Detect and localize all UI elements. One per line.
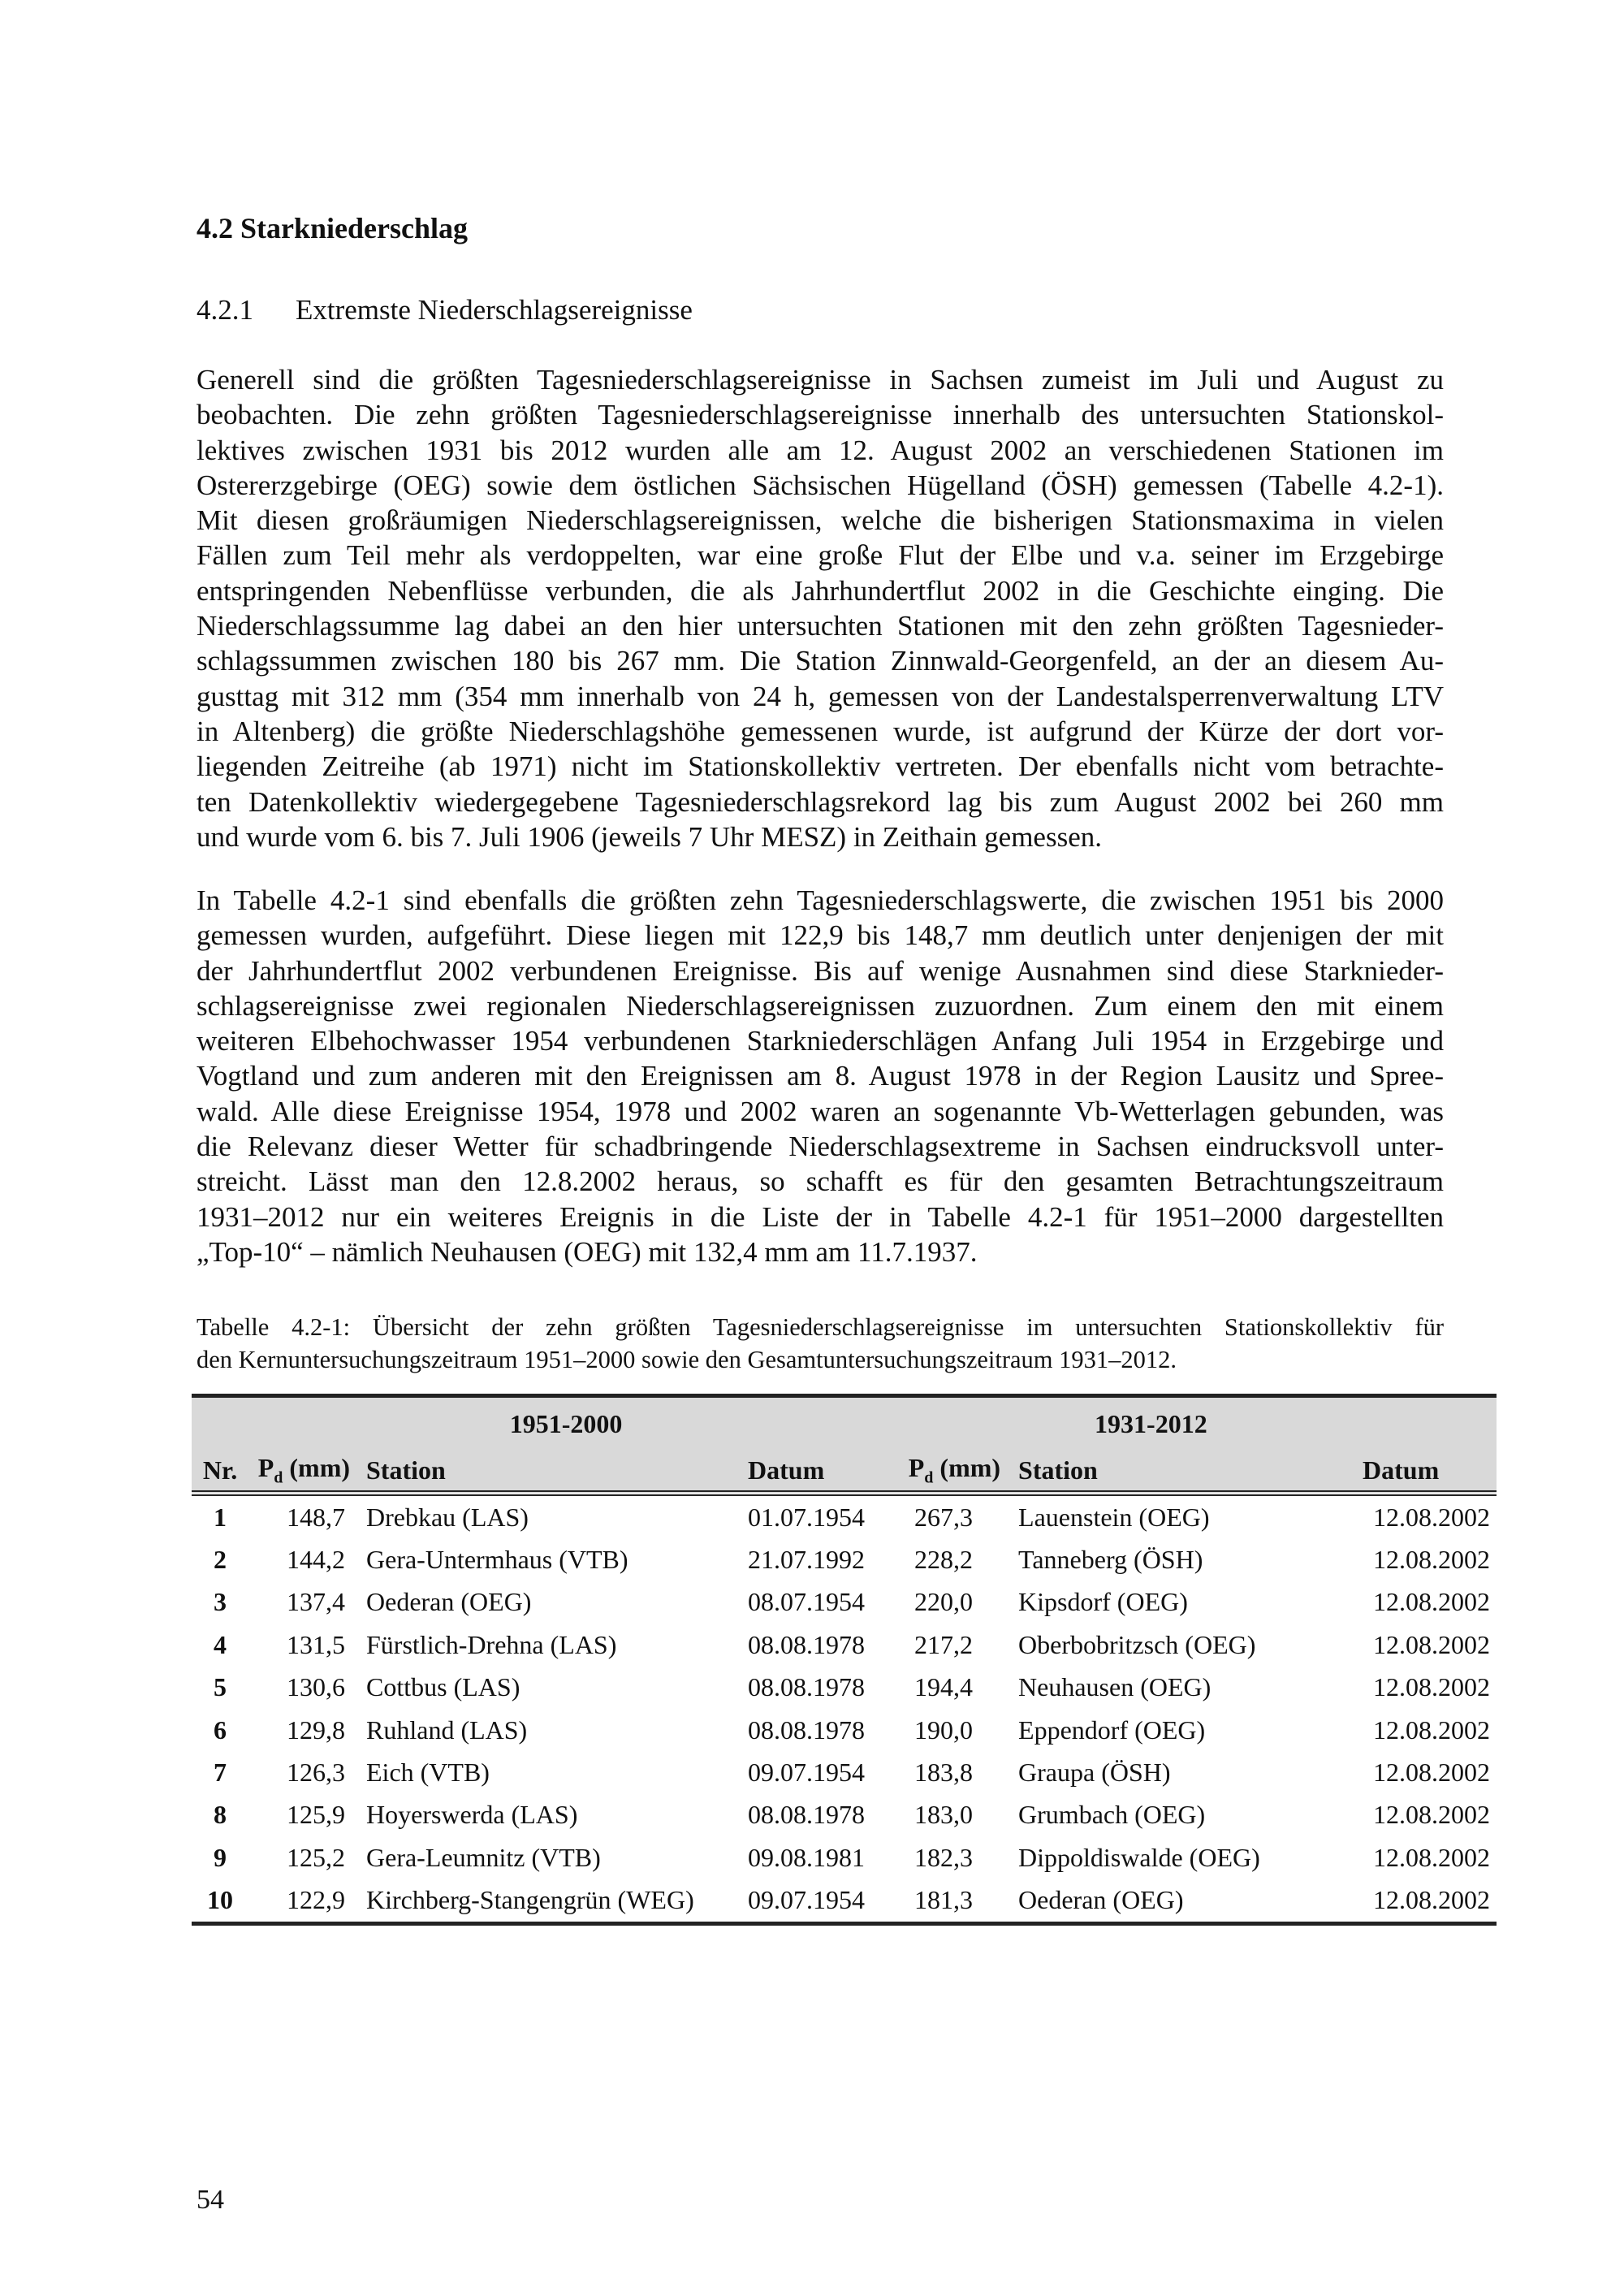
precip-1931-2012: 267,3	[914, 1502, 974, 1532]
station-1931-2012: Oederan (OEG)	[1005, 1879, 1346, 1924]
precip-1931-2012: 228,2	[914, 1545, 974, 1575]
row-number: 8	[214, 1800, 227, 1830]
row-number: 2	[214, 1545, 227, 1575]
date-1951-2000: 08.07.1954	[748, 1587, 865, 1617]
station-1951-2000: Gera-Leumnitz (VTB)	[366, 1842, 601, 1872]
text-line: „Top-10“ – nämlich Neuhausen (OEG) mit 132,4 mm am 11.7.1937.	[197, 1235, 978, 1268]
row-number: 9	[214, 1842, 227, 1872]
table-row	[192, 1751, 1497, 1793]
station-1931-2012: Graupa (ÖSH)	[1018, 1758, 1171, 1788]
station-1951-2000: Gera-Untermhaus (VTB)	[366, 1545, 628, 1575]
station-1951-2000: Hoyerswerda (LAS)	[366, 1800, 578, 1830]
header-station: Station	[350, 1450, 740, 1494]
page-number: 54	[197, 2185, 224, 2215]
header-station-2: Station	[1005, 1450, 1346, 1494]
station-1931-2012: Grumbach (OEG)	[1018, 1800, 1206, 1830]
text-line: der Jahrhundertflut 2002 verbundenen Ereignisse. Bis auf wenige Ausnahmen sind diese Starknieder-	[197, 954, 1444, 987]
date-1951-2000: 09.07.1954	[740, 1879, 883, 1924]
header-pd-2: $P_d$ (mm)	[883, 1450, 1005, 1494]
precip-1951-2000: 126,3	[287, 1758, 345, 1788]
station-1931-2012: Kipsdorf (OEG)	[1018, 1587, 1188, 1617]
text-line: lektives zwischen 1931 bis 2012 wurden alle am 12. August 2002 an verschiedenen Stationen im	[197, 434, 1444, 466]
precip-1951-2000: 129,8	[287, 1714, 345, 1745]
text-line: streicht. Lässt man den 12.8.2002 heraus, so schafft es für den gesamten Betrachtungszeitraum	[197, 1165, 1444, 1198]
station-1951-2000: Kirchberg-Stangengrün (WEG)	[350, 1879, 740, 1924]
date-1951-2000: 09.07.1954	[748, 1758, 865, 1788]
precip-1951-2000: 125,9	[287, 1800, 345, 1830]
date-1951-2000: 08.08.1978	[748, 1629, 865, 1659]
row-number: 6	[214, 1714, 227, 1745]
table-row	[192, 1836, 1497, 1879]
precip-1951-2000: 137,4	[287, 1587, 345, 1617]
station-1931-2012: Eppendorf (OEG)	[1018, 1714, 1206, 1745]
table-row	[192, 1794, 1497, 1836]
precip-1951-2000: 125,2	[287, 1842, 345, 1872]
text-line: In Tabelle 4.2-1 sind ebenfalls die größten zehn Tagesniederschlagswerte, die zwischen 1951 bis 2000	[197, 884, 1444, 916]
subsection-number: 4.2.1	[197, 294, 253, 326]
precip-1951-2000: 131,5	[287, 1629, 345, 1659]
precip-1931-2012: 182,3	[914, 1842, 974, 1872]
text-line: 1931–2012 nur ein weiteres Ereignis in die Liste der in Tabelle 4.2-1 für 1951–2000 dargestellten	[197, 1200, 1444, 1233]
date-1931-2012: 12.08.2002	[1373, 1842, 1491, 1872]
precip-1931-2012: 217,2	[914, 1629, 974, 1659]
row-number: 3	[214, 1587, 227, 1617]
row-number: 10	[192, 1879, 248, 1924]
station-1951-2000: Ruhland (LAS)	[366, 1714, 528, 1745]
text-line: beobachten. Die zehn größten Tagesniederschlagsereignisse innerhalb des untersuchten Stationskol-	[197, 399, 1444, 431]
text-line: Generell sind die größten Tagesniederschlagsereignisse in Sachsen zumeist im Juli und August zu	[197, 364, 1444, 396]
table-row	[192, 1538, 1497, 1580]
date-1951-2000: 09.08.1981	[748, 1842, 865, 1872]
station-1951-2000: Oederan (OEG)	[366, 1587, 532, 1617]
text-line: entspringenden Nebenflüsse verbunden, die als Jahrhundertflut 2002 in die Geschichte einging. Die	[197, 574, 1444, 607]
station-1931-2012: Oberbobritzsch (OEG)	[1018, 1629, 1256, 1659]
text-line: Vogtland und zum anderen mit den Ereignissen am 8. August 1978 in der Region Lausitz und Spree-	[197, 1060, 1444, 1092]
table-row	[192, 1879, 1497, 1924]
header-datum-2: Datum	[1346, 1450, 1497, 1494]
table-row	[192, 1494, 1497, 1539]
table-caption	[197, 1311, 1444, 1376]
row-number: 5	[214, 1672, 227, 1702]
precip-1951-2000: 148,7	[287, 1502, 345, 1532]
precip-1951-2000: 144,2	[287, 1545, 345, 1575]
header-pd: $P_d$ (mm)	[248, 1450, 350, 1494]
date-1931-2012: 12.08.2002	[1373, 1587, 1491, 1617]
section-heading: 4.2 Starkniederschlag	[197, 212, 469, 244]
table-period-row	[192, 1396, 1497, 1451]
text-line: wald. Alle diese Ereignisse 1954, 1978 und 2002 waren an sogenannte Vb-Wetterlagen gebunden, was	[197, 1095, 1444, 1127]
precip-1931-2012: 220,0	[914, 1587, 974, 1617]
text-line: gusttag mit 312 mm (354 mm innerhalb von 24 h, gemessen von der Landestalsperrenverwaltung LTV	[197, 680, 1444, 712]
paragraph-1	[197, 362, 1444, 854]
subsection-heading	[197, 294, 693, 326]
station-1931-2012: Lauenstein (OEG)	[1018, 1502, 1210, 1532]
station-1951-2000: Eich (VTB)	[366, 1758, 490, 1788]
precip-1931-2012: 194,4	[914, 1672, 974, 1702]
station-1951-2000: Fürstlich-Drehna (LAS)	[366, 1629, 617, 1659]
station-1951-2000: Cottbus (LAS)	[366, 1672, 520, 1702]
precip-1951-2000: 122,9	[248, 1879, 350, 1924]
station-1951-2000: Drebkau (LAS)	[366, 1502, 529, 1532]
table-row	[192, 1667, 1497, 1709]
caption-line: Tabelle 4.2-1: Übersicht der zehn größten Tagesniederschlagsereignisse im untersuchten Stationskollektiv für	[197, 1313, 1444, 1341]
row-number: 7	[214, 1758, 227, 1788]
text-line: Fällen zum Teil mehr als verdoppelten, war eine große Flut der Elbe und v.a. seiner im Erzgebirge	[197, 539, 1444, 572]
precip-1931-2012: 183,0	[914, 1800, 974, 1830]
table-row	[192, 1624, 1497, 1666]
text-line: schlagssummen zwischen 180 bis 267 mm. Die Station Zinnwald-Georgenfeld, an der an diesem Au-	[197, 645, 1444, 677]
precip-1931-2012: 183,8	[914, 1758, 974, 1788]
precip-1931-2012: 181,3	[883, 1879, 1005, 1924]
date-1931-2012: 12.08.2002	[1373, 1629, 1491, 1659]
precip-1931-2012: 190,0	[914, 1714, 974, 1745]
text-line: in Altenberg) die größte Niederschlagshöhe gemessenen wurde, ist aufgrund der Kürze der dort vor-	[197, 715, 1444, 747]
subsection-title: Extremste Niederschlagsereignisse	[296, 294, 693, 326]
period-1931-2012: 1931-2012	[1095, 1408, 1207, 1438]
date-1931-2012: 12.08.2002	[1373, 1800, 1491, 1830]
date-1951-2000: 08.08.1978	[748, 1714, 865, 1745]
text-line: Mit diesen großräumigen Niederschlagsereignissen, welche die bisherigen Stationsmaxima in vielen	[197, 504, 1444, 537]
precipitation-table	[192, 1394, 1497, 1926]
text-line: ten Datenkollektiv wiedergegebene Tagesniederschlagsrekord lag bis zum August 2002 bei 260 mm	[197, 785, 1444, 818]
header-nr: Nr.	[192, 1450, 248, 1494]
date-1931-2012: 12.08.2002	[1373, 1502, 1491, 1532]
table-row	[192, 1581, 1497, 1624]
text-line: gemessen wurden, aufgeführt. Diese liegen mit 122,9 bis 148,7 mm deutlich unter denjenigen der mit	[197, 919, 1444, 952]
precip-1951-2000: 130,6	[287, 1672, 345, 1702]
date-1931-2012: 12.08.2002	[1373, 1672, 1491, 1702]
date-1951-2000: 21.07.1992	[748, 1545, 865, 1575]
text-line: und wurde vom 6. bis 7. Juli 1906 (jeweils 7 Uhr MESZ) in Zeithain gemessen.	[197, 820, 1102, 853]
text-line: liegenden Zeitreihe (ab 1971) nicht im Stationskollektiv vertreten. Der ebenfalls nicht vom betrachte-	[197, 750, 1444, 783]
station-1931-2012: Dippoldiswalde (OEG)	[1018, 1842, 1260, 1872]
station-1931-2012: Tanneberg (ÖSH)	[1018, 1545, 1203, 1575]
text-line: Niederschlagssumme lag dabei an den hier untersuchten Stationen mit den zehn größten Tagesnieder-	[197, 610, 1444, 642]
date-1951-2000: 01.07.1954	[748, 1502, 865, 1532]
date-1931-2012: 12.08.2002	[1346, 1879, 1497, 1924]
date-1931-2012: 12.08.2002	[1373, 1758, 1491, 1788]
paragraph-2	[197, 883, 1444, 1269]
period-1951-2000: 1951-2000	[509, 1408, 623, 1438]
station-1931-2012: Neuhausen (OEG)	[1018, 1672, 1212, 1702]
date-1951-2000: 08.08.1978	[748, 1800, 865, 1830]
date-1931-2012: 12.08.2002	[1373, 1714, 1491, 1745]
text-line: die Relevanz dieser Wetter für schadbringende Niederschlagsextreme in Sachsen eindrucksvoll unter-	[197, 1131, 1444, 1163]
table-row	[192, 1709, 1497, 1751]
date-1931-2012: 12.08.2002	[1373, 1545, 1491, 1575]
date-1951-2000: 08.08.1978	[748, 1672, 865, 1702]
table-header-row	[192, 1450, 1497, 1494]
text-line: schlagsereignisse zwei regionalen Niederschlagsereignissen zuzuordnen. Zum einem den mit einem	[197, 989, 1444, 1022]
header-datum: Datum	[740, 1450, 883, 1494]
row-number: 4	[214, 1629, 227, 1659]
text-line: Ostererzgebirge (OEG) sowie dem östlichen Sächsischen Hügelland (ÖSH) gemessen (Tabelle 4.2-1).	[197, 469, 1444, 501]
text-line: weiteren Elbehochwasser 1954 verbundenen Starkniederschlägen Anfang Juli 1954 in Erzgebirge und	[197, 1025, 1444, 1057]
row-number: 1	[214, 1502, 227, 1532]
caption-line: den Kernuntersuchungszeitraum 1951–2000 sowie den Gesamtuntersuchungszeitraum 1931–2012.	[197, 1346, 1177, 1373]
